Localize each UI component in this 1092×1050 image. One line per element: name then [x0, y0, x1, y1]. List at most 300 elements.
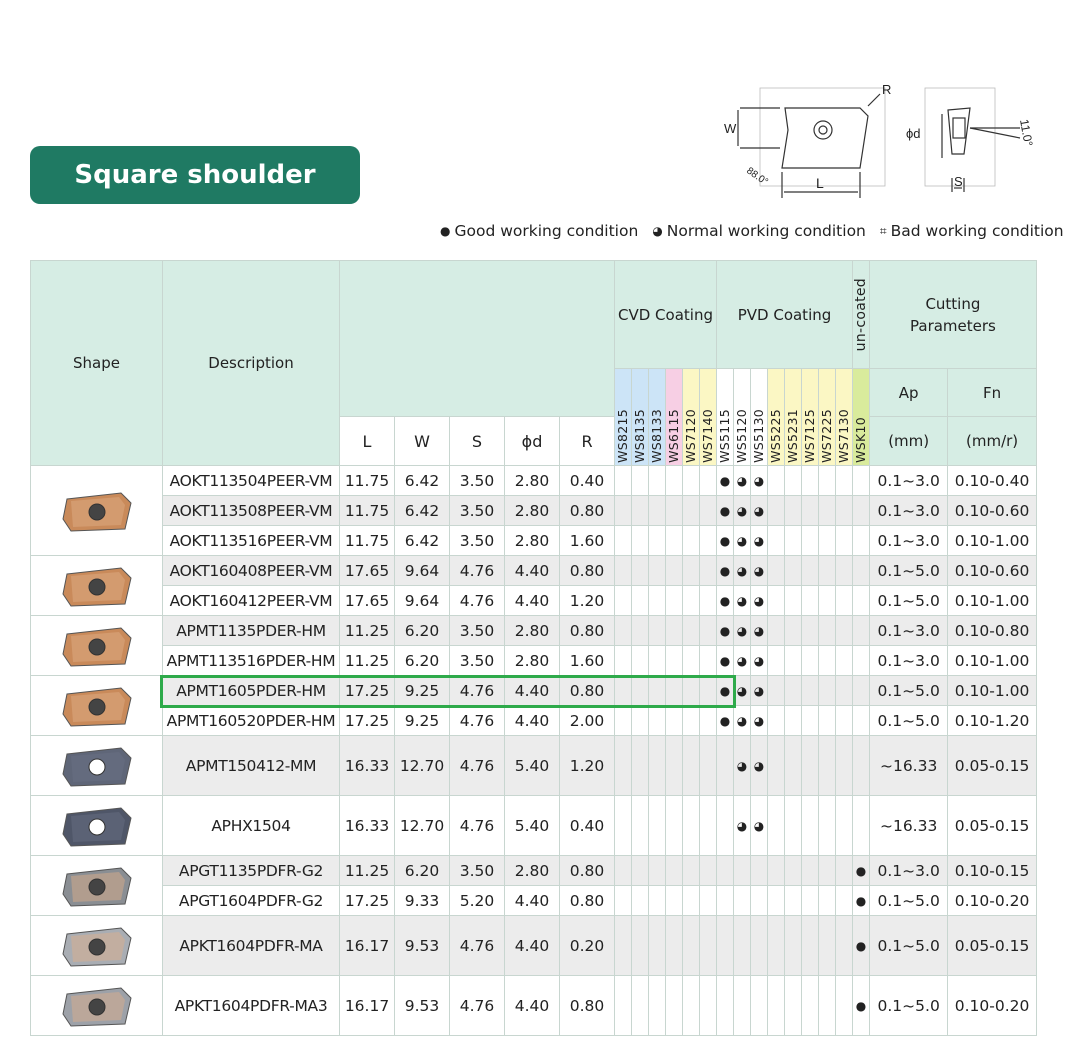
grade-mark-cell [802, 466, 819, 496]
grade-mark-cell [700, 886, 717, 916]
grade-mark-cell [666, 706, 683, 736]
grade-mark-cell [683, 916, 700, 976]
grade-mark-cell [717, 796, 734, 856]
grade-mark-cell [615, 886, 632, 916]
header-cvd: CVD Coating [615, 261, 717, 369]
table-row [31, 976, 1037, 1036]
grade-mark-cell [700, 556, 717, 586]
hole-diameter-cell: 2.80 [505, 616, 560, 646]
grade-mark-cell [683, 466, 700, 496]
width-cell: 12.70 [395, 796, 450, 856]
grade-mark-cell: ◕ [734, 676, 751, 706]
grade-mark-cell: ● [717, 556, 734, 586]
grade-mark-cell [615, 646, 632, 676]
grade-mark-cell [666, 556, 683, 586]
grade-mark-cell [819, 646, 836, 676]
grade-mark-cell [819, 736, 836, 796]
grade-mark-cell [717, 916, 734, 976]
grade-mark-cell [700, 736, 717, 796]
hole-diameter-cell: 5.40 [505, 736, 560, 796]
grade-mark-cell [802, 496, 819, 526]
hole-diameter-cell: 4.40 [505, 916, 560, 976]
thickness-cell: 3.50 [450, 466, 505, 496]
table-row [31, 916, 1037, 976]
radius-cell: 0.80 [560, 856, 615, 886]
thickness-cell: 4.76 [450, 796, 505, 856]
grade-mark-cell [853, 496, 870, 526]
legend-good: ● Good working condition [440, 222, 639, 240]
grade-mark-cell [785, 676, 802, 706]
grade-mark-cell [836, 856, 853, 886]
grade-mark-cell [632, 706, 649, 736]
grade-mark-cell: ● [717, 646, 734, 676]
table-row [31, 586, 1037, 616]
grade-mark-cell [615, 496, 632, 526]
hole-diameter-cell: 4.40 [505, 706, 560, 736]
grade-mark-cell [683, 886, 700, 916]
width-cell: 9.25 [395, 706, 450, 736]
dimension-header: ϕd [505, 417, 560, 466]
grade-mark-cell [751, 916, 768, 976]
table-row [31, 886, 1037, 916]
grade-mark-cell: ◕ [734, 496, 751, 526]
grade-mark-cell [836, 646, 853, 676]
grade-mark-cell [819, 526, 836, 556]
grade-mark-cell [649, 616, 666, 646]
fn-cell: 0.10-0.20 [948, 976, 1037, 1036]
grade-mark-cell [649, 706, 666, 736]
grade-mark-cell [700, 646, 717, 676]
grade-mark-cell [751, 886, 768, 916]
hole-diameter-cell: 4.40 [505, 976, 560, 1036]
grade-header: WS6115 [666, 369, 683, 466]
grade-mark-cell [802, 886, 819, 916]
grade-mark-cell [649, 646, 666, 676]
hole-diameter-cell: 4.40 [505, 676, 560, 706]
grade-mark-cell [632, 616, 649, 646]
insert-image [61, 804, 133, 848]
table-row [31, 646, 1037, 676]
grade-mark-cell [700, 526, 717, 556]
width-cell: 9.33 [395, 886, 450, 916]
dimension-header: L [340, 417, 395, 466]
grade-header: WS7125 [802, 369, 819, 466]
grade-mark-cell [768, 676, 785, 706]
fn-cell: 0.10-1.00 [948, 586, 1037, 616]
grade-mark-cell [734, 916, 751, 976]
thickness-cell: 4.76 [450, 556, 505, 586]
width-cell: 9.53 [395, 916, 450, 976]
grade-mark-cell [649, 526, 666, 556]
grade-mark-cell [785, 586, 802, 616]
insert-image [61, 744, 133, 788]
grade-mark-cell [836, 916, 853, 976]
hole-diameter-cell: 4.40 [505, 586, 560, 616]
grade-header: WS8135 [632, 369, 649, 466]
hole-diameter-cell: 2.80 [505, 526, 560, 556]
description-cell: APMT150412-MM [163, 736, 340, 796]
grade-header: WS7140 [700, 369, 717, 466]
description-cell: APMT1135PDER-HM [163, 616, 340, 646]
grade-mark-cell [785, 466, 802, 496]
grade-header: WS5130 [751, 369, 768, 466]
grade-mark-cell [734, 886, 751, 916]
grade-mark-cell: ◕ [751, 526, 768, 556]
grade-mark-cell [734, 856, 751, 886]
grade-mark-cell [734, 976, 751, 1036]
thickness-cell: 3.50 [450, 856, 505, 886]
thickness-cell: 4.76 [450, 916, 505, 976]
grade-mark-cell [751, 976, 768, 1036]
grade-mark-cell [768, 916, 785, 976]
grade-mark-cell [615, 736, 632, 796]
thickness-cell: 4.76 [450, 706, 505, 736]
length-cell: 11.75 [340, 496, 395, 526]
grade-mark-cell [615, 706, 632, 736]
description-cell: APHX1504 [163, 796, 340, 856]
radius-cell: 0.40 [560, 796, 615, 856]
grade-mark-cell [853, 556, 870, 586]
ap-cell: 0.1~3.0 [870, 856, 948, 886]
insert-image [61, 684, 133, 728]
grade-mark-cell [768, 466, 785, 496]
grade-mark-cell [615, 976, 632, 1036]
width-cell: 6.20 [395, 646, 450, 676]
grade-mark-cell: ● [853, 976, 870, 1036]
legend-bad: ⌗ Bad working condition [879, 222, 1064, 240]
grade-mark-cell [802, 916, 819, 976]
fn-cell: 0.10-1.00 [948, 646, 1037, 676]
ap-cell: ~16.33 [870, 736, 948, 796]
grade-mark-cell: ◕ [734, 586, 751, 616]
description-cell: APGT1604PDFR-G2 [163, 886, 340, 916]
grade-mark-cell [819, 586, 836, 616]
grade-mark-cell [768, 856, 785, 886]
table-row [31, 736, 1037, 796]
grade-mark-cell [632, 496, 649, 526]
grade-mark-cell [632, 646, 649, 676]
shape-cell [31, 676, 163, 736]
grade-mark-cell: ◕ [751, 496, 768, 526]
grade-mark-cell [836, 526, 853, 556]
grade-mark-cell [615, 526, 632, 556]
grade-mark-cell [785, 886, 802, 916]
grade-mark-cell [802, 586, 819, 616]
grade-mark-cell [666, 976, 683, 1036]
ap-cell: 0.1~3.0 [870, 496, 948, 526]
grade-mark-cell: ◕ [734, 526, 751, 556]
grade-mark-cell [666, 466, 683, 496]
insert-image [61, 624, 133, 668]
table-row [31, 526, 1037, 556]
grade-mark-cell [802, 736, 819, 796]
header-fn: Fn [948, 369, 1037, 417]
grade-mark-cell [836, 556, 853, 586]
table-row [31, 706, 1037, 736]
grade-header: WS5120 [734, 369, 751, 466]
ap-cell: 0.1~3.0 [870, 616, 948, 646]
grade-mark-cell: ◕ [734, 646, 751, 676]
width-cell: 6.42 [395, 466, 450, 496]
header-ap: Ap [870, 369, 948, 417]
description-cell: AOKT160408PEER-VM [163, 556, 340, 586]
grade-mark-cell [819, 616, 836, 646]
thickness-cell: 3.50 [450, 526, 505, 556]
hole-diameter-cell: 2.80 [505, 466, 560, 496]
grade-mark-cell [785, 976, 802, 1036]
grade-mark-cell [632, 886, 649, 916]
grade-mark-cell [819, 556, 836, 586]
grade-header: WS5115 [717, 369, 734, 466]
diagram-label-d: ϕd [906, 126, 921, 141]
grade-mark-cell [666, 736, 683, 796]
grade-mark-cell [853, 646, 870, 676]
grade-mark-cell [785, 856, 802, 886]
length-cell: 16.33 [340, 796, 395, 856]
shape-cell [31, 976, 163, 1036]
thickness-cell: 4.76 [450, 976, 505, 1036]
grade-mark-cell [683, 796, 700, 856]
grade-mark-cell [819, 976, 836, 1036]
grade-mark-cell [802, 646, 819, 676]
thickness-cell: 4.76 [450, 676, 505, 706]
grade-mark-cell [683, 496, 700, 526]
grade-mark-cell: ● [717, 616, 734, 646]
grade-mark-cell [785, 616, 802, 646]
thickness-cell: 3.50 [450, 646, 505, 676]
ap-cell: ~16.33 [870, 796, 948, 856]
dimension-header: W [395, 417, 450, 466]
shape-cell [31, 616, 163, 676]
grade-mark-cell: ● [853, 916, 870, 976]
ap-cell: 0.1~5.0 [870, 586, 948, 616]
page-title: Square shoulder milling [30, 146, 360, 204]
radius-cell: 1.20 [560, 586, 615, 616]
dimension-header: S [450, 417, 505, 466]
shape-cell [31, 916, 163, 976]
grade-mark-cell [836, 706, 853, 736]
length-cell: 11.75 [340, 466, 395, 496]
description-cell: AOKT113508PEER-VM [163, 496, 340, 526]
width-cell: 12.70 [395, 736, 450, 796]
diagram-label-angle1: 88.0° [744, 165, 770, 188]
description-cell: APMT1605PDER-HM [163, 676, 340, 706]
hole-diameter-cell: 4.40 [505, 886, 560, 916]
grade-mark-cell [632, 556, 649, 586]
grade-mark-cell [836, 616, 853, 646]
grade-mark-cell [836, 466, 853, 496]
thickness-cell: 3.50 [450, 616, 505, 646]
grade-mark-cell [632, 796, 649, 856]
header-ap-unit: (mm) [870, 417, 948, 466]
length-cell: 11.25 [340, 646, 395, 676]
grade-mark-cell [666, 586, 683, 616]
grade-mark-cell [836, 886, 853, 916]
grade-mark-cell [802, 556, 819, 586]
header-cutting: Cutting Parameters [870, 261, 1037, 369]
radius-cell: 0.80 [560, 676, 615, 706]
grade-mark-cell [666, 496, 683, 526]
grade-mark-cell: ◕ [734, 466, 751, 496]
width-cell: 6.42 [395, 496, 450, 526]
grade-mark-cell [785, 706, 802, 736]
grade-mark-cell [785, 526, 802, 556]
grade-mark-cell [666, 916, 683, 976]
table-row [31, 616, 1037, 646]
radius-cell: 0.40 [560, 466, 615, 496]
grade-mark-cell [768, 556, 785, 586]
length-cell: 16.33 [340, 736, 395, 796]
grade-mark-cell [666, 886, 683, 916]
description-cell: APKT1604PDFR-MA [163, 916, 340, 976]
grade-mark-cell [632, 526, 649, 556]
grade-mark-cell [853, 466, 870, 496]
fn-cell: 0.10-0.60 [948, 556, 1037, 586]
ap-cell: 0.1~5.0 [870, 676, 948, 706]
grade-mark-cell [802, 856, 819, 886]
grade-mark-cell [683, 736, 700, 796]
grade-mark-cell [666, 856, 683, 886]
grade-mark-cell [649, 556, 666, 586]
description-cell: APMT113516PDER-HM [163, 646, 340, 676]
grade-mark-cell [700, 496, 717, 526]
grade-mark-cell [802, 976, 819, 1036]
diagram-label-r: R [882, 82, 892, 97]
grade-mark-cell [819, 676, 836, 706]
grade-mark-cell [768, 496, 785, 526]
dimension-header: R [560, 417, 615, 466]
grade-mark-cell: ◕ [751, 646, 768, 676]
grade-mark-cell [717, 886, 734, 916]
insert-image [61, 864, 133, 908]
grade-mark-cell: ● [853, 856, 870, 886]
insert-image [61, 924, 133, 968]
condition-legend [440, 222, 1064, 240]
grade-mark-cell: ◕ [734, 706, 751, 736]
description-cell: APMT160520PDER-HM [163, 706, 340, 736]
grade-mark-cell [666, 796, 683, 856]
grade-mark-cell [700, 706, 717, 736]
fn-cell: 0.10-0.80 [948, 616, 1037, 646]
grade-mark-cell [649, 916, 666, 976]
width-cell: 9.64 [395, 556, 450, 586]
radius-cell: 0.20 [560, 916, 615, 976]
grade-mark-cell [615, 916, 632, 976]
grade-mark-cell [836, 586, 853, 616]
grade-mark-cell [615, 556, 632, 586]
grade-mark-cell: ◕ [751, 676, 768, 706]
fn-cell: 0.05-0.15 [948, 736, 1037, 796]
shape-cell [31, 796, 163, 856]
grade-mark-cell [649, 496, 666, 526]
grade-mark-cell [683, 856, 700, 886]
diagram-label-w: W [724, 121, 737, 136]
hole-diameter-cell: 2.80 [505, 496, 560, 526]
grade-mark-cell [683, 586, 700, 616]
grade-mark-cell [853, 616, 870, 646]
grade-mark-cell [649, 976, 666, 1036]
description-cell: APGT1135PDFR-G2 [163, 856, 340, 886]
grade-mark-cell [615, 796, 632, 856]
width-cell: 9.25 [395, 676, 450, 706]
table-row [31, 856, 1037, 886]
shape-cell [31, 556, 163, 616]
grade-mark-cell [700, 796, 717, 856]
grade-mark-cell [819, 886, 836, 916]
fn-cell: 0.05-0.15 [948, 916, 1037, 976]
header-shape: Shape [31, 261, 163, 466]
grade-mark-cell [649, 856, 666, 886]
header-pvd: PVD Coating [717, 261, 853, 369]
grade-mark-cell [632, 586, 649, 616]
grade-mark-cell [666, 526, 683, 556]
width-cell: 6.42 [395, 526, 450, 556]
grade-mark-cell [802, 796, 819, 856]
ap-cell: 0.1~3.0 [870, 466, 948, 496]
insert-image [61, 489, 133, 533]
radius-cell: 0.80 [560, 616, 615, 646]
highlight-box [160, 675, 736, 708]
grade-mark-cell: ● [717, 676, 734, 706]
grade-mark-cell [785, 496, 802, 526]
length-cell: 17.25 [340, 676, 395, 706]
hole-diameter-cell: 2.80 [505, 646, 560, 676]
grade-mark-cell [683, 526, 700, 556]
insert-table [30, 260, 1037, 1036]
grade-mark-cell [632, 736, 649, 796]
grade-mark-cell [700, 976, 717, 1036]
grade-mark-cell [632, 976, 649, 1036]
fn-cell: 0.10-1.20 [948, 706, 1037, 736]
grade-mark-cell [802, 676, 819, 706]
grade-mark-cell [819, 496, 836, 526]
length-cell: 11.25 [340, 856, 395, 886]
ap-cell: 0.1~5.0 [870, 976, 948, 1036]
table-row [31, 796, 1037, 856]
grade-mark-cell [768, 526, 785, 556]
grade-mark-cell [649, 796, 666, 856]
grade-mark-cell [632, 466, 649, 496]
grade-mark-cell [802, 616, 819, 646]
grade-mark-cell: ● [717, 526, 734, 556]
fn-cell: 0.10-1.00 [948, 526, 1037, 556]
grade-mark-cell: ● [717, 496, 734, 526]
description-cell: APKT1604PDFR-MA3 [163, 976, 340, 1036]
grade-mark-cell: ◕ [734, 796, 751, 856]
grade-header: WSK10 [853, 369, 870, 466]
grade-mark-cell [853, 796, 870, 856]
hole-diameter-cell: 4.40 [505, 556, 560, 586]
grade-mark-cell: ● [717, 706, 734, 736]
grade-mark-cell [819, 466, 836, 496]
radius-cell: 0.80 [560, 556, 615, 586]
grade-header: WS7130 [836, 369, 853, 466]
fn-cell: 0.10-0.40 [948, 466, 1037, 496]
grade-mark-cell [819, 796, 836, 856]
insert-image [61, 984, 133, 1028]
length-cell: 17.65 [340, 586, 395, 616]
grade-mark-cell [836, 796, 853, 856]
width-cell: 6.20 [395, 856, 450, 886]
fn-cell: 0.10-0.60 [948, 496, 1037, 526]
grade-mark-cell [768, 886, 785, 916]
grade-header: WS5225 [768, 369, 785, 466]
shape-cell [31, 856, 163, 916]
ap-cell: 0.1~5.0 [870, 916, 948, 976]
grade-mark-cell [836, 676, 853, 706]
header-description: Description [163, 261, 340, 466]
length-cell: 17.65 [340, 556, 395, 586]
